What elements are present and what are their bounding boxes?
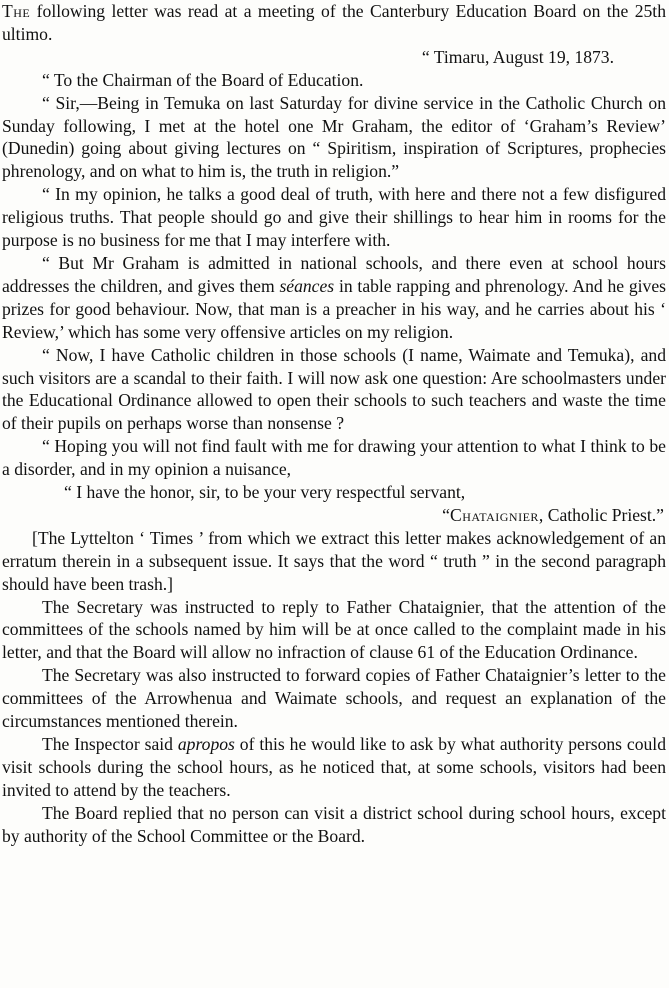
signature-open-quote: “ (442, 504, 450, 525)
letter-signature (2, 504, 666, 527)
signature-title: , Catholic Priest.” (538, 504, 664, 525)
letter-closing: “ I have the honor, sir, to be your very respectful servant, (64, 482, 466, 503)
signature-name: Chataignier (449, 504, 539, 525)
letter-salutation: “ To the Chairman of the Board of Education. (42, 69, 364, 90)
letter-paragraph-3 (2, 252, 666, 344)
lead-word: The (2, 1, 31, 21)
report-paragraph-3-end: of this he would like to ask by what authority persons could visit schools during the school hours, as he noticed that, at some schools, visitors had been invited to attend by the teachers. (2, 734, 666, 800)
letter-paragraph-2: “ In my opinion, he talks a good deal of truth, with here and there not a few disfigured religious truths. That people should go and give their shillings to hear him in rooms for the purpose is no business for me that I may interfere with. (2, 184, 666, 251)
editor-note: [The Lyttelton ‘ Times ’ from which we extract this letter makes acknowledgement of an erratum therein in a subsequent issue. It says that the word “ truth ” in the second paragraph should have been trash.] (2, 527, 666, 594)
seances-italic: séances (279, 275, 335, 296)
letter-paragraph-5: “ Hoping you will not find fault with me for drawing your attention to what I think to be a disorder, and in my opinion a nuisance, (2, 436, 666, 480)
report-paragraph-1: The Secretary was instructed to reply to Father Chataignier, that the attention of the committees of the schools named by him will be at once called to the complaint made in his letter, and that the Board will allow no infraction of clause 61 of the Education Ordinance. (2, 596, 666, 663)
letter-paragraph-4: “ Now, I have Catholic children in those schools (I name, Waimate and Temuka), and such visitors are a scandal to their faith. I will now ask one question: Are schoolmasters under the Educational Ordinance allowed to open their schools to such teachers and waste the time of their pupils on perhaps worse than nonsense ? (2, 344, 666, 434)
report-paragraph-4: The Board replied that no person can visit a district school during school hours, except by authority of the School Committee or the Board. (2, 802, 666, 846)
apropos-italic: apropos (177, 734, 235, 754)
report-paragraph-2: The Secretary was also instructed to forward copies of Father Chataignier’s letter to the committees of the Arrowhenua and Waimate schools, and request an explanation of the circumstances mentioned therein. (2, 665, 666, 732)
intro-paragraph (2, 0, 666, 46)
letter-dateline: “ Timaru, August 19, 1873. (421, 46, 614, 67)
letter-paragraph-3-start: “ But Mr Graham is admitted in national schools, and there even at school hours addresses the children, and gives them (2, 252, 666, 296)
intro-text: following letter was read at a meeting of the Canterbury Education Board on the 25th ultimo. (2, 1, 666, 44)
report-paragraph-3 (2, 733, 666, 802)
letter-paragraph-3-end: in table rapping and phrenology. And he gives prizes for good behaviour. Now, that man is a preacher in his way, and he carries about his ‘ Review,’ which has some very offensive articles on my religion. (2, 275, 666, 342)
letter-paragraph-1: “ Sir,—Being in Temuka on last Saturday for divine service in the Catholic Church on Sunday following, I met at the hotel one Mr Graham, the editor of ‘Graham’s Review’ (Dunedin) going about giving lectures on “ Spiritism, inspiration of Scriptures, prophecies phrenology, and on what to him is, the truth in religion.” (2, 92, 666, 182)
report-paragraph-3-start: The Inspector said (42, 734, 178, 754)
